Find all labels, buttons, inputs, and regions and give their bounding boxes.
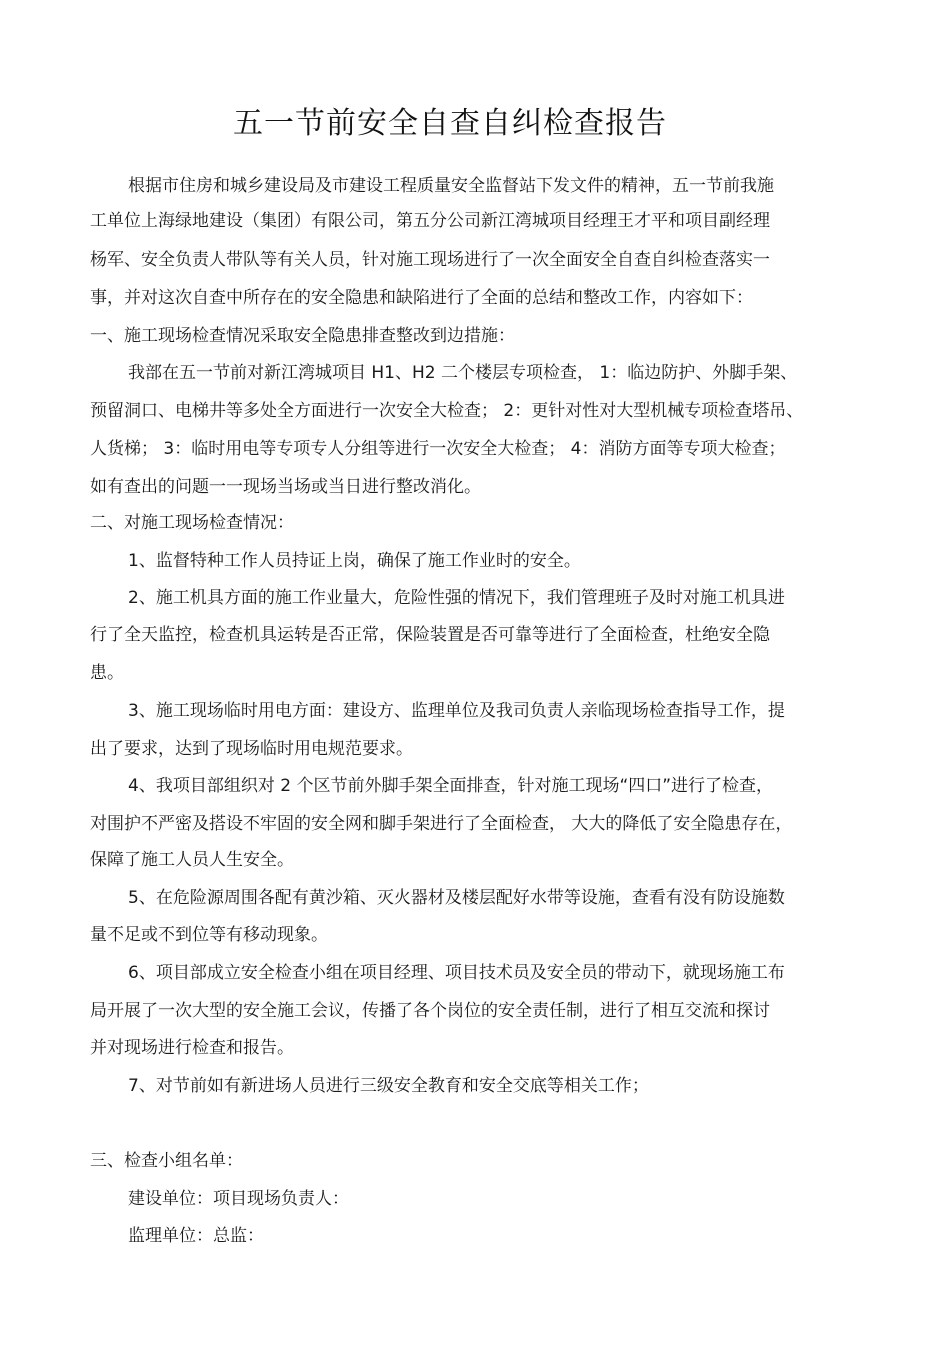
- paragraph-line: 并对现场进行检查和报告。: [90, 1038, 294, 1058]
- paragraph-line: 行了全天监控，检查机具运转是否正常，保险装置是否可靠等进行了全面检查，杜绝安全隐: [90, 625, 770, 645]
- document-title: 五一节前安全自查自纠检查报告: [233, 106, 667, 141]
- section-heading: 二、对施工现场检查情况：: [90, 513, 294, 533]
- section-heading: 一、施工现场检查情况采取安全隐患排查整改到边措施：: [90, 326, 515, 346]
- paragraph-line: 杨军、安全负责人带队等有关人员，针对施工现场进行了一次全面安全自查自纠检查落实一: [90, 250, 770, 270]
- paragraph-line: 我部在五一节前对新江湾城项目 H1、H2 二个楼层专项检查， 1：临边防护、外脚手架、: [128, 363, 798, 383]
- list-item: 3、施工现场临时用电方面：建设方、监理单位及我司负责人亲临现场检查指导工作，提: [128, 701, 785, 721]
- paragraph-line: 如有查出的问题一一现场当场或当日进行整改消化。: [90, 477, 481, 497]
- paragraph-line: 对围护不严密及搭设不牢固的安全网和脚手架进行了全面检查， 大大的降低了安全隐患存在，: [90, 814, 793, 834]
- paragraph-line: 保障了施工人员人生安全。: [90, 850, 294, 870]
- paragraph-line: 事，并对这次自查中所存在的安全隐患和缺陷进行了全面的总结和整改工作，内容如下：: [90, 288, 753, 308]
- roster-line: 建设单位：项目现场负责人：: [128, 1189, 349, 1209]
- paragraph-line: 患。: [90, 663, 124, 683]
- paragraph-line: 出了要求，达到了现场临时用电规范要求。: [90, 739, 413, 759]
- roster-line: 监理单位：总监：: [128, 1226, 264, 1246]
- list-item: 1、监督特种工作人员持证上岗，确保了施工作业时的安全。: [128, 551, 581, 571]
- paragraph-line: 根据市住房和城乡建设局及市建设工程质量安全监督站下发文件的精神，五一节前我施: [128, 176, 774, 196]
- section-heading: 三、检查小组名单：: [90, 1151, 243, 1171]
- list-item: 5、在危险源周围各配有黄沙箱、灭火器材及楼层配好水带等设施，查看有没有防设施数: [128, 888, 785, 908]
- list-item: 4、我项目部组织对 2 个区节前外脚手架全面排查，针对施工现场“四口”进行了检查，: [128, 776, 774, 796]
- list-item: 2、施工机具方面的施工作业量大，危险性强的情况下，我们管理班子及时对施工机具进: [128, 588, 785, 608]
- paragraph-line: 局开展了一次大型的安全施工会议，传播了各个岗位的安全责任制，进行了相互交流和探讨: [90, 1001, 770, 1021]
- list-item: 6、项目部成立安全检查小组在项目经理、项目技术员及安全员的带动下，就现场施工布: [128, 963, 785, 983]
- paragraph-line: 人货梯； 3：临时用电等专项专人分组等进行一次安全大检查； 4：消防方面等专项大检查；: [90, 439, 786, 459]
- paragraph-line: 预留洞口、电梯井等多处全方面进行一次安全大检查； 2：更针对性对大型机械专项检查塔吊、: [90, 401, 804, 421]
- paragraph-line: 量不足或不到位等有移动现象。: [90, 925, 328, 945]
- paragraph-line: 工单位上海绿地建设（集团）有限公司，第五分公司新江湾城项目经理王才平和项目副经理: [90, 211, 770, 231]
- list-item: 7、对节前如有新进场人员进行三级安全教育和安全交底等相关工作；: [128, 1076, 649, 1096]
